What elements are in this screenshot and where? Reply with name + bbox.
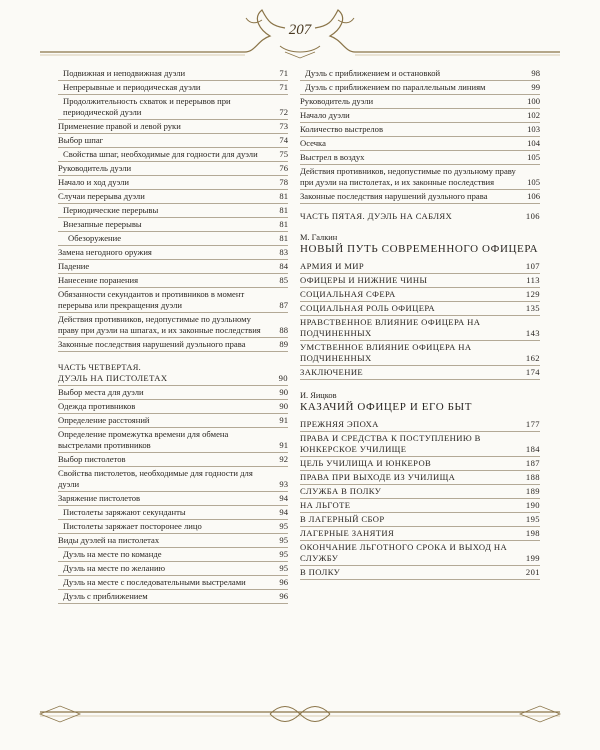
toc-entry[interactable]: [58, 549, 288, 560]
toc-divider: [300, 287, 540, 288]
toc-entry-title: ОКОНЧАНИЕ ЛЬГОТНОГО СРОКА И ВЫХОД НА СЛУЖБУ: [300, 542, 508, 563]
toc-entry-page: 72: [279, 107, 288, 117]
toc-entry[interactable]: [300, 82, 540, 93]
toc-entry[interactable]: [300, 342, 540, 364]
toc-entry-title: СОЦИАЛЬНАЯ РОЛЬ ОФИЦЕРА: [300, 303, 436, 313]
toc-entry-page: 90: [279, 387, 288, 397]
toc-divider: [58, 133, 288, 134]
toc-entry-title: АРМИЯ И МИР: [300, 261, 365, 271]
toc-entry[interactable]: [58, 454, 288, 465]
toc-entry[interactable]: [300, 433, 540, 455]
toc-entry[interactable]: [300, 124, 540, 135]
toc-entry-page: 95: [279, 563, 288, 573]
toc-entry-title: Продолжительность схваток и перерывов при периодической дуэли: [63, 96, 231, 117]
toc-divider: [300, 498, 540, 499]
toc-entry-page: 84: [279, 261, 288, 271]
toc-entry-title: Определение промежутка времени для обмена выстрелами противников: [58, 429, 229, 450]
toc-entry-page: 184: [525, 444, 540, 454]
toc-entry-page: 94: [279, 507, 288, 517]
toc-divider: [58, 413, 288, 414]
footer-ornament: [0, 698, 600, 738]
toc-divider: [300, 456, 540, 457]
toc-entry-page: 81: [279, 205, 288, 215]
toc-entry-title: ЧАСТЬ ПЯТАЯ. ДУЭЛЬ НА САБЛЯХ: [300, 211, 453, 221]
toc-entry-title: ЛАГЕРНЫЕ ЗАНЯТИЯ: [300, 528, 395, 538]
toc-divider: [300, 301, 540, 302]
toc-divider: [300, 164, 540, 165]
toc-entry[interactable]: [58, 219, 288, 230]
article2-author: И. Яицков: [300, 391, 337, 400]
toc-entry-title: Определение расстояний: [58, 415, 150, 425]
toc-divider: [58, 203, 288, 204]
toc-entry[interactable]: [58, 521, 288, 532]
toc-entry-title: Выбор пистолетов: [58, 454, 126, 464]
toc-divider: [58, 245, 288, 246]
toc-entry-page: 113: [526, 275, 540, 285]
toc-entry-page: 95: [279, 535, 288, 545]
toc-entry-title: В ПОЛКУ: [300, 567, 341, 577]
toc-entry[interactable]: [300, 528, 540, 539]
toc-entry-title: Одежда противников: [58, 401, 136, 411]
page-number: 207: [288, 22, 312, 38]
part-four-heading: ЧАСТЬ ЧЕТВЕРТАЯ.: [58, 363, 142, 372]
toc-entry[interactable]: [58, 401, 288, 412]
toc-entry-title: Периодические перерывы: [63, 205, 159, 215]
toc-entry[interactable]: [58, 135, 288, 146]
toc-entry[interactable]: [58, 82, 288, 93]
toc-entry[interactable]: [58, 163, 288, 174]
toc-entry-title: Законные последствия нарушений дуэльного права: [300, 191, 488, 201]
toc-entry-title: ПРАВА И СРЕДСТВА К ПОСТУПЛЕНИЮ В ЮНКЕРСКОЕ УЧИЛИЩЕ: [300, 433, 481, 454]
toc-divider: [300, 273, 540, 274]
toc-entry[interactable]: [300, 191, 540, 202]
toc-entry-page: 105: [527, 177, 540, 187]
toc-divider: [300, 365, 540, 366]
toc-divider: [58, 427, 288, 428]
toc-entry-page: 195: [525, 514, 540, 524]
toc-entry-title: ПРАВА ПРИ ВЫХОДЕ ИЗ УЧИЛИЩА: [300, 472, 456, 482]
toc-divider: [300, 80, 540, 81]
toc-entry-title: Непрерывные и периодическая дуэли: [63, 82, 201, 92]
toc-entry-page: 90: [278, 373, 288, 383]
toc-entry-page: 103: [527, 124, 540, 134]
toc-entry-page: 89: [279, 339, 288, 349]
toc-entry-title: ОФИЦЕРЫ И НИЖНИЕ ЧИНЫ: [300, 275, 428, 285]
toc-entry-page: 188: [525, 472, 540, 482]
toc-entry-page: 83: [279, 247, 288, 257]
toc-divider: [58, 273, 288, 274]
toc-entry[interactable]: [58, 233, 288, 244]
toc-entry-title: Законные последствия нарушений дуэльного права: [58, 339, 246, 349]
toc-divider: [300, 526, 540, 527]
toc-divider: [300, 94, 540, 95]
toc-divider: [300, 189, 540, 190]
toc-entry[interactable]: [58, 205, 288, 216]
toc-entry-title: Обязанности секундантов и противников в момент перерыва или прекращения дуэли: [58, 289, 245, 310]
toc-entry-part-five[interactable]: [300, 211, 540, 222]
toc-group-article2: [300, 419, 540, 580]
toc-entry[interactable]: [300, 486, 540, 497]
toc-divider: [58, 189, 288, 190]
toc-entry-page: 107: [525, 261, 540, 271]
toc-divider: [58, 466, 288, 467]
toc-entry[interactable]: [300, 138, 540, 149]
toc-entry[interactable]: [58, 314, 288, 336]
toc-entry[interactable]: [58, 96, 288, 118]
toc-entry[interactable]: [300, 261, 540, 272]
toc-entry-title: Пистолеты заряжают секунданты: [63, 507, 186, 517]
toc-divider: [58, 312, 288, 313]
toc-entry-title: Дуэль на месте по команде: [63, 549, 162, 559]
toc-entry-title: Дуэль с приближением по параллельным линиям: [305, 82, 486, 92]
toc-entry-title: Дуэль с приближением и остановкой: [305, 68, 441, 78]
toc-divider: [58, 561, 288, 562]
toc-divider: [58, 575, 288, 576]
toc-entry[interactable]: [58, 149, 288, 160]
toc-entry-page: 177: [525, 419, 540, 429]
toc-entry-title: ДУЭЛЬ НА ПИСТОЛЕТАХ: [58, 373, 168, 383]
toc-entry-page: 73: [279, 121, 288, 131]
toc-entry-page: 98: [531, 68, 540, 78]
toc-entry-page: 190: [525, 500, 540, 510]
toc-entry-page: 105: [527, 152, 540, 162]
toc-entry-page: 135: [525, 303, 540, 313]
toc-entry-page: 187: [525, 458, 540, 468]
toc-group-pistols-cont: [300, 68, 540, 204]
toc-entry[interactable]: [58, 261, 288, 272]
toc-entry-page: 87: [279, 300, 288, 310]
toc-divider: [58, 603, 288, 604]
toc-divider: [58, 337, 288, 338]
toc-entry-page: 129: [525, 289, 540, 299]
toc-entry[interactable]: [58, 507, 288, 518]
toc-entry[interactable]: [58, 415, 288, 426]
toc-entry-title: Свойства пистолетов, необходимые для годности для дуэли: [58, 468, 253, 489]
toc-entry-page: 189: [525, 486, 540, 496]
toc-entry-title: УМСТВЕННОЕ ВЛИЯНИЕ ОФИЦЕРА НА ПОДЧИНЕННЫХ: [300, 342, 472, 363]
toc-entry-title: Осечка: [300, 138, 326, 148]
toc-entry-title: НА ЛЬГОТЕ: [300, 500, 351, 510]
toc-entry-title: Начало дуэли: [300, 110, 350, 120]
toc-entry-title: НРАВСТВЕННОЕ ВЛИЯНИЕ ОФИЦЕРА НА ПОДЧИНЕННЫХ: [300, 317, 481, 338]
toc-entry-title: Подвижная и неподвижная дуэли: [63, 68, 186, 78]
toc-entry-title: Случаи перерыва дуэли: [58, 191, 145, 201]
toc-entry-page: 95: [279, 549, 288, 559]
toc-entry-title: Обезоружение: [68, 233, 122, 243]
toc-divider: [300, 540, 540, 541]
toc-group-sabers-cont: [58, 68, 288, 352]
toc-divider: [58, 547, 288, 548]
toc-entry-page: 102: [527, 110, 540, 120]
toc-entry-page: 90: [279, 401, 288, 411]
toc-entry-page: 95: [279, 521, 288, 531]
toc-entry[interactable]: [58, 591, 288, 602]
toc-entry-page: 143: [525, 328, 540, 338]
toc-entry[interactable]: [58, 577, 288, 588]
toc-entry-page: 93: [279, 479, 288, 489]
toc-divider: [58, 119, 288, 120]
toc-entry[interactable]: [300, 472, 540, 483]
toc-divider: [300, 203, 540, 204]
toc-entry-page: 199: [525, 553, 540, 563]
toc-entry-page: 96: [279, 577, 288, 587]
toc-entry[interactable]: [300, 68, 540, 79]
toc-divider: [58, 399, 288, 400]
toc-divider: [58, 147, 288, 148]
toc-entry-title: Пистолеты заряжает посторонее лицо: [63, 521, 202, 531]
toc-entry[interactable]: [300, 303, 540, 314]
toc-divider: [58, 217, 288, 218]
toc-divider: [300, 136, 540, 137]
toc-entry[interactable]: [300, 152, 540, 163]
toc-divider: [300, 122, 540, 123]
toc-entry[interactable]: [58, 535, 288, 546]
toc-entry-page: 201: [525, 567, 540, 577]
toc-entry[interactable]: [58, 177, 288, 188]
toc-entry-title: Замена негодного оружия: [58, 247, 152, 257]
toc-divider: [300, 512, 540, 513]
toc-right-column: [300, 68, 540, 581]
toc-entry-title: Количество выстрелов: [300, 124, 383, 134]
toc-entry-title: Внезапные перерывы: [63, 219, 142, 229]
toc-entry[interactable]: [300, 514, 540, 525]
toc-entry-title: Выбор места для дуэли: [58, 387, 144, 397]
toc-entry-page: 92: [279, 454, 288, 464]
toc-divider: [300, 379, 540, 380]
toc-entry[interactable]: [300, 166, 540, 188]
article1-title: НОВЫЙ ПУТЬ СОВРЕМЕННОГО ОФИЦЕРА: [300, 243, 539, 255]
toc-entry[interactable]: [300, 367, 540, 378]
toc-entry-title: Действия противников, недопустимые по дуэльному праву при дуэли на шпагах, и их законные последствия: [58, 314, 261, 335]
toc-entry-page: 78: [279, 177, 288, 187]
toc-divider: [58, 287, 288, 288]
toc-divider: [58, 80, 288, 81]
toc-entry[interactable]: [58, 468, 288, 490]
toc-entry-title: ЗАКЛЮЧЕНИЕ: [300, 367, 364, 377]
toc-entry-title: В ЛАГЕРНЫЙ СБОР: [300, 514, 385, 524]
toc-entry-page: 106: [527, 191, 540, 201]
toc-divider: [58, 351, 288, 352]
toc-entry[interactable]: [58, 429, 288, 451]
toc-entry[interactable]: [300, 110, 540, 121]
toc-entry[interactable]: [58, 339, 288, 350]
toc-entry-title: Свойства шпаг, необходимые для годности для дуэли: [63, 149, 258, 159]
toc-entry-title: Падение: [58, 261, 90, 271]
toc-entry-title: Руководитель дуэли: [58, 163, 132, 173]
toc-divider: [58, 533, 288, 534]
toc-divider: [300, 150, 540, 151]
toc-entry[interactable]: [300, 458, 540, 469]
toc-entry[interactable]: [58, 191, 288, 202]
toc-entry-page: 71: [279, 82, 288, 92]
toc-entry-page: 198: [525, 528, 540, 538]
toc-divider: [58, 231, 288, 232]
toc-entry-title: ЦЕЛЬ УЧИЛИЩА И ЮНКЕРОВ: [300, 458, 432, 468]
toc-divider: [300, 340, 540, 341]
toc-entry-page: 81: [279, 219, 288, 229]
toc-entry-page: 74: [279, 135, 288, 145]
toc-entry-page: 88: [279, 325, 288, 335]
toc-entry-title: Заряжение пистолетов: [58, 493, 141, 503]
toc-entry[interactable]: [300, 500, 540, 511]
toc-entry-page: 162: [525, 353, 540, 363]
toc-entry[interactable]: [300, 317, 540, 339]
toc-left-column: [58, 68, 288, 605]
toc-divider: [300, 579, 540, 580]
toc-entry-title: Виды дуэлей на пистолетах: [58, 535, 160, 545]
toc-entry-title: Руководитель дуэли: [300, 96, 374, 106]
toc-entry-title: Выбор шпаг: [58, 135, 104, 145]
toc-entry[interactable]: [300, 567, 540, 578]
toc-entry-page: 91: [279, 440, 288, 450]
toc-divider: [58, 161, 288, 162]
toc-entry-page: 96: [279, 591, 288, 601]
toc-divider: [58, 385, 288, 386]
toc-entry[interactable]: [300, 419, 540, 430]
toc-entry-title: СЛУЖБА В ПОЛКУ: [300, 486, 382, 496]
toc-entry-page: 81: [279, 233, 288, 243]
toc-divider: [58, 175, 288, 176]
toc-divider: [58, 259, 288, 260]
toc-entry-page: 100: [527, 96, 540, 106]
toc-entry-page: 94: [279, 493, 288, 503]
toc-entry-title: ПРЕЖНЯЯ ЭПОХА: [300, 419, 379, 429]
toc-entry[interactable]: [58, 387, 288, 398]
toc-entry-title: Выстрел в воздух: [300, 152, 365, 162]
toc-divider: [300, 470, 540, 471]
toc-divider: [58, 505, 288, 506]
toc-divider: [300, 484, 540, 485]
toc-entry-page: 104: [527, 138, 540, 148]
toc-entry[interactable]: [58, 289, 288, 311]
toc-entry-title: Действия противников, недопустимые по дуэльному праву при дуэли на пистолетах, и их законные последствия: [300, 166, 516, 187]
toc-divider: [58, 452, 288, 453]
toc-entry-title: Дуэль на месте по желанию: [63, 563, 166, 573]
toc-entry-page: 106: [525, 211, 540, 221]
toc-entry-page: 71: [279, 68, 288, 78]
toc-entry-title: Применение правой и левой руки: [58, 121, 181, 131]
toc-entry-title: СОЦИАЛЬНАЯ СФЕРА: [300, 289, 396, 299]
toc-divider: [58, 589, 288, 590]
toc-entry-page: 81: [279, 191, 288, 201]
toc-entry[interactable]: [300, 542, 540, 564]
toc-entry-page: 76: [279, 163, 288, 173]
toc-entry[interactable]: [58, 247, 288, 258]
toc-entry[interactable]: [58, 275, 288, 286]
toc-divider: [300, 565, 540, 566]
toc-divider: [300, 315, 540, 316]
toc-entry-title: Дуэль с приближением: [63, 591, 148, 601]
toc-entry[interactable]: [58, 563, 288, 574]
toc-entry[interactable]: [58, 121, 288, 132]
article1-author: М. Галкин: [300, 233, 338, 242]
toc-entry[interactable]: [58, 493, 288, 504]
toc-entry-page: 75: [279, 149, 288, 159]
toc-entry-page: 91: [279, 415, 288, 425]
toc-group-article1: [300, 261, 540, 380]
toc-entry-page: 99: [531, 82, 540, 92]
toc-entry-title: Начало и ход дуэли: [58, 177, 129, 187]
toc-divider: [58, 491, 288, 492]
toc-entry[interactable]: [58, 373, 288, 384]
toc-entry[interactable]: [300, 96, 540, 107]
toc-entry-page: 85: [279, 275, 288, 285]
toc-entry-page: 174: [525, 367, 540, 377]
toc-divider: [300, 108, 540, 109]
toc-divider: [58, 94, 288, 95]
toc-entry[interactable]: [300, 275, 540, 286]
toc-group-pistols: [58, 373, 288, 604]
article2-title: КАЗАЧИЙ ОФИЦЕР И ЕГО БЫТ: [300, 401, 473, 413]
toc-entry-title: Нанесение поранения: [58, 275, 139, 285]
toc-divider: [58, 519, 288, 520]
toc-divider: [300, 431, 540, 432]
toc-entry-title: Дуэль на месте с последовательными выстрелами: [63, 577, 246, 587]
toc-entry[interactable]: [58, 68, 288, 79]
toc-entry[interactable]: [300, 289, 540, 300]
